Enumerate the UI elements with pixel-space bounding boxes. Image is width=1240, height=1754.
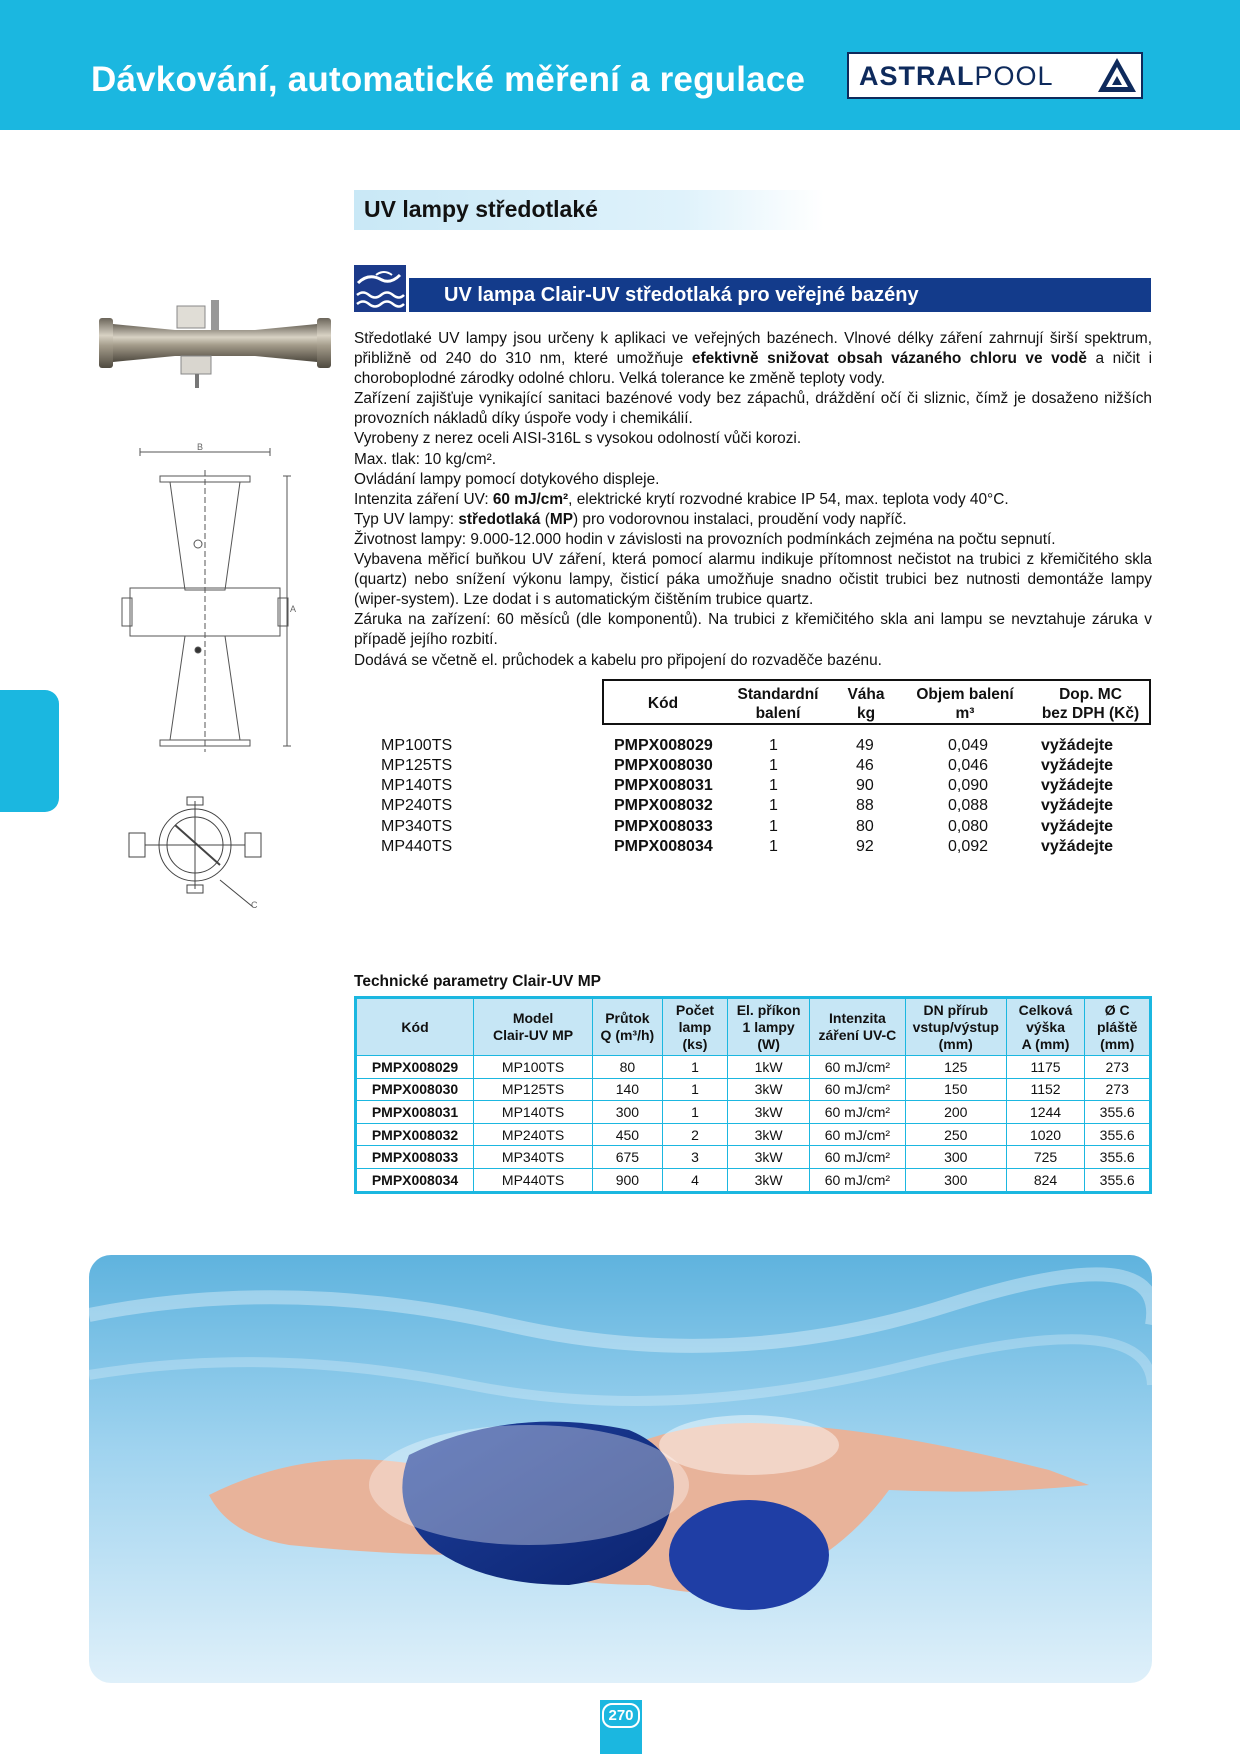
row-volume: 0,046 <box>948 757 989 774</box>
th-code: Kód <box>356 998 474 1056</box>
cell-dn: 250 <box>905 1123 1006 1146</box>
cell-dn: 125 <box>905 1056 1006 1079</box>
cell-code: PMPX008032 <box>356 1123 474 1146</box>
col-header-packing <box>722 685 834 723</box>
desc-paragraph <box>354 329 1152 389</box>
cell-dn: 200 <box>905 1101 1006 1124</box>
col-header-line: Standardní <box>737 686 819 703</box>
cell-model: MP440TS <box>474 1168 593 1192</box>
desc-paragraph: Max. tlak: 10 kg/cm². <box>354 450 496 468</box>
row-weight: 80 <box>856 818 874 835</box>
row-packing: 1 <box>769 797 778 814</box>
th-line: Počet <box>675 1001 715 1018</box>
price-row <box>0 737 1240 757</box>
cell-diameter: 273 <box>1085 1078 1151 1101</box>
desc-paragraph <box>354 490 1152 510</box>
cell-flow: 80 <box>593 1056 663 1079</box>
cell-diameter: 355.6 <box>1085 1101 1151 1124</box>
brand-light: POOL <box>974 61 1054 91</box>
cell-power: 3kW <box>728 1146 810 1169</box>
desc-paragraph <box>354 510 1152 530</box>
product-description <box>354 329 1152 671</box>
th-line: 1 lampy <box>742 1018 795 1035</box>
row-price: vyžádejte <box>1041 737 1114 754</box>
cell-intensity: 60 mJ/cm² <box>809 1168 905 1192</box>
row-weight: 49 <box>856 737 874 754</box>
row-code: PMPX008033 <box>614 818 713 835</box>
row-code: PMPX008031 <box>614 777 713 794</box>
astralpool-logo <box>847 52 1143 99</box>
desc-emphasis: 60 mJ/cm² <box>492 490 569 508</box>
row-code: PMPX008029 <box>614 737 713 754</box>
th-lamps <box>662 998 728 1056</box>
row-packing: 1 <box>769 777 778 794</box>
tech-row <box>356 1078 1151 1101</box>
desc-text: ( <box>540 510 550 528</box>
row-price: vyžádejte <box>1041 818 1114 835</box>
tech-params-table <box>354 996 1152 1194</box>
row-volume: 0,080 <box>948 818 989 835</box>
col-header-weight <box>834 685 898 723</box>
cell-model: MP140TS <box>474 1101 593 1124</box>
th-dn <box>905 998 1006 1056</box>
tech-header-row <box>356 998 1151 1056</box>
th-line: Clair-UV MP <box>492 1027 574 1043</box>
uv-lamp-photo <box>95 290 335 395</box>
tech-row <box>356 1056 1151 1079</box>
cell-code: PMPX008033 <box>356 1146 474 1169</box>
tech-table-caption: Technické parametry Clair-UV MP <box>354 973 601 990</box>
row-model: MP340TS <box>381 818 453 835</box>
desc-emphasis: efektivně snižovat obsah vázaného chloru ve vodě <box>691 350 1087 368</box>
brand-bold: ASTRAL <box>859 61 975 91</box>
row-volume: 0,090 <box>948 777 989 794</box>
cell-flow: 140 <box>593 1078 663 1101</box>
th-line: (mm) <box>1100 1035 1135 1052</box>
row-model: MP125TS <box>381 757 453 774</box>
cell-intensity: 60 mJ/cm² <box>809 1078 905 1101</box>
price-row <box>0 797 1240 817</box>
cell-flow: 900 <box>593 1168 663 1192</box>
th-height <box>1006 998 1085 1056</box>
col-header-line: Dop. MC <box>1059 686 1122 703</box>
desc-text: , elektrické krytí rozvodné krabice IP 54, max. teplota vody 40°C. <box>568 490 1009 508</box>
row-volume: 0,088 <box>948 797 989 814</box>
page-header <box>0 0 1240 130</box>
col-header-line: Objem balení <box>916 686 1014 703</box>
cell-dn: 300 <box>905 1146 1006 1169</box>
dimension-label-c: C <box>251 900 258 910</box>
col-header-volume <box>898 685 1032 723</box>
cell-dn: 150 <box>905 1078 1006 1101</box>
price-table-header <box>602 679 1151 725</box>
cell-lamps: 1 <box>662 1056 728 1079</box>
tech-row <box>356 1146 1151 1169</box>
th-line: vstup/výstup <box>912 1018 999 1035</box>
cell-diameter: 355.6 <box>1085 1168 1151 1192</box>
th-line: výška <box>1026 1018 1065 1035</box>
col-header-price <box>1032 685 1149 723</box>
section-title: UV lampy středotlaké <box>364 196 598 222</box>
cell-diameter: 273 <box>1085 1056 1151 1079</box>
th-line: Celková <box>1018 1001 1073 1018</box>
row-code: PMPX008030 <box>614 757 713 774</box>
desc-paragraph: Ovládání lampy pomocí dotykového displeje. <box>354 470 660 488</box>
row-packing: 1 <box>769 838 778 855</box>
cell-diameter: 355.6 <box>1085 1123 1151 1146</box>
row-price: vyžádejte <box>1041 838 1114 855</box>
desc-text: Intenzita záření UV: <box>354 490 493 508</box>
tech-row <box>356 1101 1151 1124</box>
cell-model: MP240TS <box>474 1123 593 1146</box>
th-line: El. příkon <box>736 1001 801 1018</box>
cell-flow: 675 <box>593 1146 663 1169</box>
th-line: Průtok <box>605 1010 650 1026</box>
desc-paragraph: Záruka na zařízení: 60 měsíců (dle komponentů). Na trubici z křemičitého skla ani lampu se nevztahuje záruka v případě jejího rozbití. <box>354 611 1152 649</box>
cell-diameter: 355.6 <box>1085 1146 1151 1169</box>
cell-height: 1152 <box>1006 1078 1085 1101</box>
th-line: Q (m³/h) <box>600 1027 655 1043</box>
th-line: záření UV-C <box>818 1027 897 1043</box>
th-model <box>474 998 593 1056</box>
cell-power: 3kW <box>728 1078 810 1101</box>
col-header-line: balení <box>755 705 801 722</box>
row-volume: 0,049 <box>948 737 989 754</box>
brand-name <box>859 61 1054 92</box>
cell-flow: 300 <box>593 1101 663 1124</box>
dimension-label-b: B <box>197 442 204 452</box>
row-weight: 46 <box>856 757 874 774</box>
desc-paragraph: Životnost lampy: 9.000-12.000 hodin v závislosti na provozních podmínkách zejména na počtu sepnutí. <box>354 530 1056 548</box>
th-line: pláště <box>1096 1018 1138 1035</box>
cell-dn: 300 <box>905 1168 1006 1192</box>
swimmer-photo <box>89 1255 1152 1683</box>
cell-height: 725 <box>1006 1146 1085 1169</box>
th-line: Ø C <box>1104 1001 1130 1018</box>
col-header-line: m³ <box>955 705 975 722</box>
cell-model: MP125TS <box>474 1078 593 1101</box>
th-power <box>728 998 810 1056</box>
desc-emphasis: MP <box>549 510 573 528</box>
row-packing: 1 <box>769 757 778 774</box>
th-flow <box>593 998 663 1056</box>
desc-paragraph: Dodává se včetně el. průchodek a kabelu pro připojení do rozvaděče bazénu. <box>354 651 882 669</box>
cell-flow: 450 <box>593 1123 663 1146</box>
cell-lamps: 1 <box>662 1078 728 1101</box>
cell-lamps: 1 <box>662 1101 728 1124</box>
row-code: PMPX008034 <box>614 838 713 855</box>
cell-lamps: 3 <box>662 1146 728 1169</box>
th-line: (W) <box>757 1035 780 1052</box>
page-title: Dávkování, automatické měření a regulace <box>91 60 806 99</box>
cell-code: PMPX008030 <box>356 1078 474 1101</box>
technical-drawing-side <box>120 440 305 760</box>
cell-model: MP100TS <box>474 1056 593 1079</box>
cell-height: 824 <box>1006 1168 1085 1192</box>
cell-intensity: 60 mJ/cm² <box>809 1146 905 1169</box>
desc-text: Středotlaké UV lampy jsou určeny k aplikaci ve veřejných bazénech. Vlnové délky záření zahrnují širší spektrum, přibližně od 240 do 310 nm, které umožňuje <box>354 330 1152 368</box>
desc-emphasis: středotlaká <box>458 510 541 528</box>
cell-code: PMPX008034 <box>356 1168 474 1192</box>
desc-paragraph: Vybavena měřicí buňkou UV záření, která pomocí alarmu indikuje přítomnost nečistot na trubici z křemičitého skla (quartz) nebo snížení výkonu lampy, čisticí páka umožňuje snadno očistit trubici bez nutnosti demontáže lampy (wiper-system). Lze dodat i s automatickým čištěním trubice quartz. <box>354 551 1152 609</box>
dimension-label-a: A <box>290 604 297 614</box>
cell-intensity: 60 mJ/cm² <box>809 1056 905 1079</box>
cell-lamps: 4 <box>662 1168 728 1192</box>
cell-code: PMPX008031 <box>356 1101 474 1124</box>
cell-code: PMPX008029 <box>356 1056 474 1079</box>
row-model: MP440TS <box>381 838 453 855</box>
cell-height: 1175 <box>1006 1056 1085 1079</box>
cell-power: 3kW <box>728 1123 810 1146</box>
th-line: Model <box>512 1010 554 1026</box>
cell-power: 3kW <box>728 1168 810 1192</box>
th-line: DN přírub <box>923 1001 989 1018</box>
row-weight: 88 <box>856 797 874 814</box>
cell-height: 1020 <box>1006 1123 1085 1146</box>
th-line: (mm) <box>938 1035 973 1052</box>
col-header-line: Váha <box>847 686 885 703</box>
desc-text: Typ UV lampy: <box>354 510 459 528</box>
th-line: lamp <box>678 1018 712 1035</box>
row-packing: 1 <box>769 737 778 754</box>
row-weight: 90 <box>856 777 874 794</box>
row-volume: 0,092 <box>948 838 989 855</box>
col-header-line: kg <box>856 705 876 722</box>
price-row <box>0 777 1240 797</box>
th-line: A (mm) <box>1021 1035 1070 1052</box>
row-price: vyžádejte <box>1041 797 1114 814</box>
row-price: vyžádejte <box>1041 757 1114 774</box>
cell-power: 1kW <box>728 1056 810 1079</box>
row-price: vyžádejte <box>1041 777 1114 794</box>
tech-row <box>356 1123 1151 1146</box>
row-model: MP140TS <box>381 777 453 794</box>
brand-triangle-icon <box>1096 56 1138 94</box>
th-intensity <box>809 998 905 1056</box>
cell-power: 3kW <box>728 1101 810 1124</box>
desc-text: ) pro vodorovnou instalaci, proudění vody napříč. <box>572 510 907 528</box>
price-row <box>0 838 1240 858</box>
row-model: MP100TS <box>381 737 453 754</box>
row-packing: 1 <box>769 818 778 835</box>
th-line: Intenzita <box>829 1010 886 1026</box>
page-number: 270 <box>602 1703 640 1728</box>
price-row <box>0 757 1240 777</box>
pool-waves-icon <box>354 265 406 312</box>
th-diameter <box>1085 998 1151 1056</box>
col-header-code: Kód <box>647 695 679 712</box>
row-model: MP240TS <box>381 797 453 814</box>
desc-paragraph: Zařízení zajišťuje vynikající sanitaci bazénové vody bez zápachů, dráždění očí či sliznic, čímž je dosaženo nižších provozních nákladů díky úspoře vody i chemikálií. <box>354 390 1152 428</box>
product-title: UV lampa Clair-UV středotlaká pro veřejné bazény <box>444 284 919 306</box>
cell-intensity: 60 mJ/cm² <box>809 1101 905 1124</box>
cell-height: 1244 <box>1006 1101 1085 1124</box>
col-header-line: bez DPH (Kč) <box>1041 705 1140 722</box>
cell-intensity: 60 mJ/cm² <box>809 1123 905 1146</box>
th-line: (ks) <box>682 1035 708 1052</box>
row-code: PMPX008032 <box>614 797 713 814</box>
row-weight: 92 <box>856 838 874 855</box>
desc-paragraph: Vyrobeny z nerez oceli AISI-316L s vysokou odolností vůči korozi. <box>354 430 802 448</box>
price-row <box>0 818 1240 838</box>
desc-text: a ničit i choroboplodné zárodky odolné chloru. Velká tolerance ke změně teploty vody. <box>354 350 1152 388</box>
cell-lamps: 2 <box>662 1123 728 1146</box>
tech-row <box>356 1168 1151 1192</box>
cell-model: MP340TS <box>474 1146 593 1169</box>
